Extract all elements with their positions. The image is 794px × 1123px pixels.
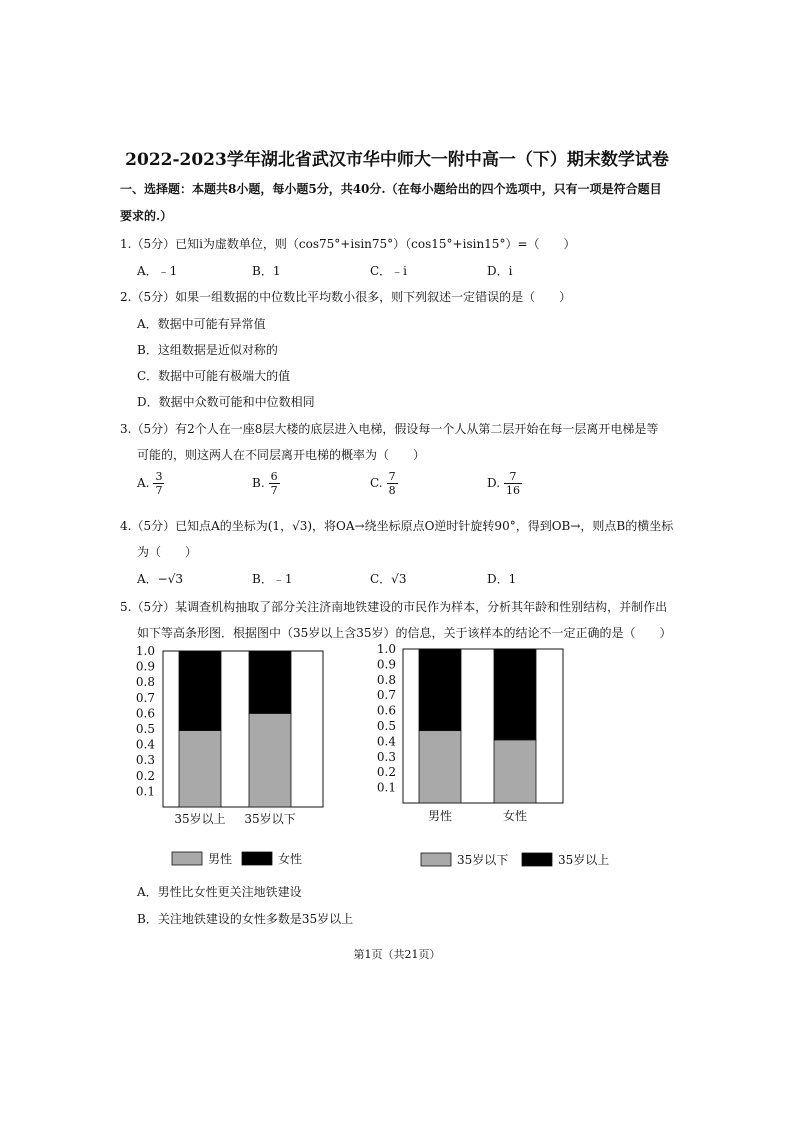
chart-2-legend-swatch: [421, 853, 451, 866]
fraction-numerator: 6: [270, 470, 278, 483]
chart-1-bar-2-segment-2: [249, 651, 291, 713]
q5-option-b: B．关注地铁建设的女性多数是35岁以上: [137, 912, 354, 926]
fraction-numerator: 7: [504, 470, 522, 484]
chart-1-bar-1-segment-2: [179, 651, 221, 731]
q2-option-b: B．这组数据是近似对称的: [137, 343, 278, 357]
chart-2-ytick-label: 0.3: [376, 749, 396, 764]
fraction-numerator: 7: [388, 470, 396, 483]
chart-2-legend-swatch: [522, 853, 552, 866]
chart-1-bar-1-segment-1: [179, 731, 221, 807]
chart-2-bar-1-segment-2: [419, 649, 461, 731]
q4-option-a: A．−√3: [137, 572, 184, 586]
chart-2-ytick-label: 0.1: [376, 780, 396, 795]
q2-option-d: D．数据中众数可能和中位数相同: [137, 395, 315, 409]
page-footer: 第1页（共21页）: [353, 948, 441, 961]
q1-option-c: C．﹣i: [370, 264, 408, 278]
question-4-stem-line1: 4.（5分）已知点A的坐标为(1，√3)，将OA→绕坐标原点O逆时针旋转90°，得到OB→，则点B的横坐标: [120, 519, 674, 533]
fraction-denominator: 7: [155, 484, 163, 497]
chart-2-ytick-label: 0.6: [376, 703, 396, 718]
chart-1-ytick-label: 0.2: [135, 768, 155, 783]
chart-2-legend-label: 35岁以上: [558, 853, 610, 867]
chart-1-ytick-label: 0.1: [135, 784, 155, 799]
chart-1-bar-2-segment-1: [249, 713, 291, 807]
chart-2-bar-2-segment-2: [494, 649, 536, 740]
chart-1-ytick-label: 0.7: [135, 690, 155, 705]
chart-1-ytick-label: 0.5: [135, 722, 155, 736]
question-3-stem-line1: 3.（5分）有2个人在一座8层大楼的底层进入电梯，假设每一个人从第二层开始在每一层离开电梯是等: [120, 422, 659, 436]
q1-option-a: A．﹣1: [137, 264, 178, 278]
question-5-stem-line2: 如下等高条形图．根据图中（35岁以上含35岁）的信息，关于该样本的结论不一定正确的是（ ）: [137, 626, 672, 640]
chart-1-ytick-label: 0.9: [135, 659, 155, 674]
chart-1-legend-swatch: [172, 852, 202, 865]
q3-option-d-label: D.: [487, 476, 501, 490]
chart-2-ytick-label: 0.2: [376, 765, 396, 780]
chart-2-category-label: 女性: [502, 809, 528, 823]
chart-1-legend-label: 女性: [278, 852, 303, 866]
q3-option-b-label: B.: [252, 476, 265, 490]
q1-option-b: B．1: [252, 264, 281, 278]
q4-option-c: C．√3: [370, 572, 407, 586]
chart-2-ytick-label: 0.7: [376, 688, 396, 703]
section-heading-line2: 要求的.）: [120, 209, 173, 223]
question-4-stem-line2: 为（ ）: [137, 545, 198, 559]
q4-option-d: D．1: [487, 572, 517, 586]
fraction-denominator: 7: [270, 484, 278, 497]
chart-2-bar-2-segment-1: [494, 740, 536, 803]
question-3-stem-line2: 可能的，则这两人在不同层离开电梯的概率为（ ）: [137, 448, 426, 462]
q3-option-a-label: A.: [137, 476, 150, 490]
chart-2-ytick-label: 1.0: [376, 642, 396, 656]
chart-2-category-label: 男性: [427, 809, 453, 823]
q5-option-a: A．男性比女性更关注地铁建设: [137, 885, 302, 899]
question-5-stem-line1: 5.（5分）某调查机构抽取了部分关注济南地铁建设的市民作为样本，分析其年龄和性别结构，并制作出: [120, 600, 668, 614]
chart-2-legend-label: 35岁以下: [457, 853, 509, 867]
chart-2-ytick-label: 0.9: [376, 657, 396, 672]
page-title: 2022-2023学年湖北省武汉市华中师大一附中高一（下）期末数学试卷: [125, 150, 669, 170]
q1-option-d: D．i: [487, 264, 513, 278]
fraction-denominator: 8: [388, 484, 396, 497]
q3-option-c-label: C.: [370, 476, 383, 490]
chart-2-ytick-label: 0.8: [376, 672, 396, 687]
fraction-denominator: 16: [506, 484, 521, 497]
question-2-stem: 2.（5分）如果一组数据的中位数比平均数小很多，则下列叙述一定错误的是（ ）: [120, 290, 572, 304]
chart-1-category-label: 35岁以上: [174, 812, 226, 826]
chart-1-ytick-label: 0.8: [135, 675, 155, 690]
question-1-stem: 1.（5分）已知i为虚数单位，则（cos75°+isin75°）（cos15°+isin15°）=（ ）: [120, 237, 576, 251]
chart-2-ytick-label: 0.4: [376, 734, 396, 749]
chart-1-ytick-label: 0.3: [135, 753, 155, 768]
fraction-numerator: 3: [155, 470, 163, 483]
chart-1-ytick-label: 1.0: [135, 644, 155, 658]
q2-option-c: C．数据中可能有极端大的值: [137, 369, 291, 383]
q4-option-b: B．﹣1: [252, 572, 293, 586]
chart-1-legend-swatch: [242, 852, 272, 865]
chart-1-category-label: 35岁以下: [244, 812, 296, 826]
chart-1-ytick-label: 0.4: [135, 737, 155, 752]
chart-1-legend-label: 男性: [208, 852, 233, 866]
section-heading-line1: 一、选择题：本题共8小题，每小题5分，共40分.（在每小题给出的四个选项中，只有一项是符合题目: [120, 182, 662, 196]
chart-2-ytick-label: 0.5: [376, 719, 396, 733]
chart-2-bar-1-segment-1: [419, 731, 461, 803]
q2-option-a: A．数据中可能有异常值: [137, 317, 266, 331]
chart-1-ytick-label: 0.6: [135, 706, 155, 721]
